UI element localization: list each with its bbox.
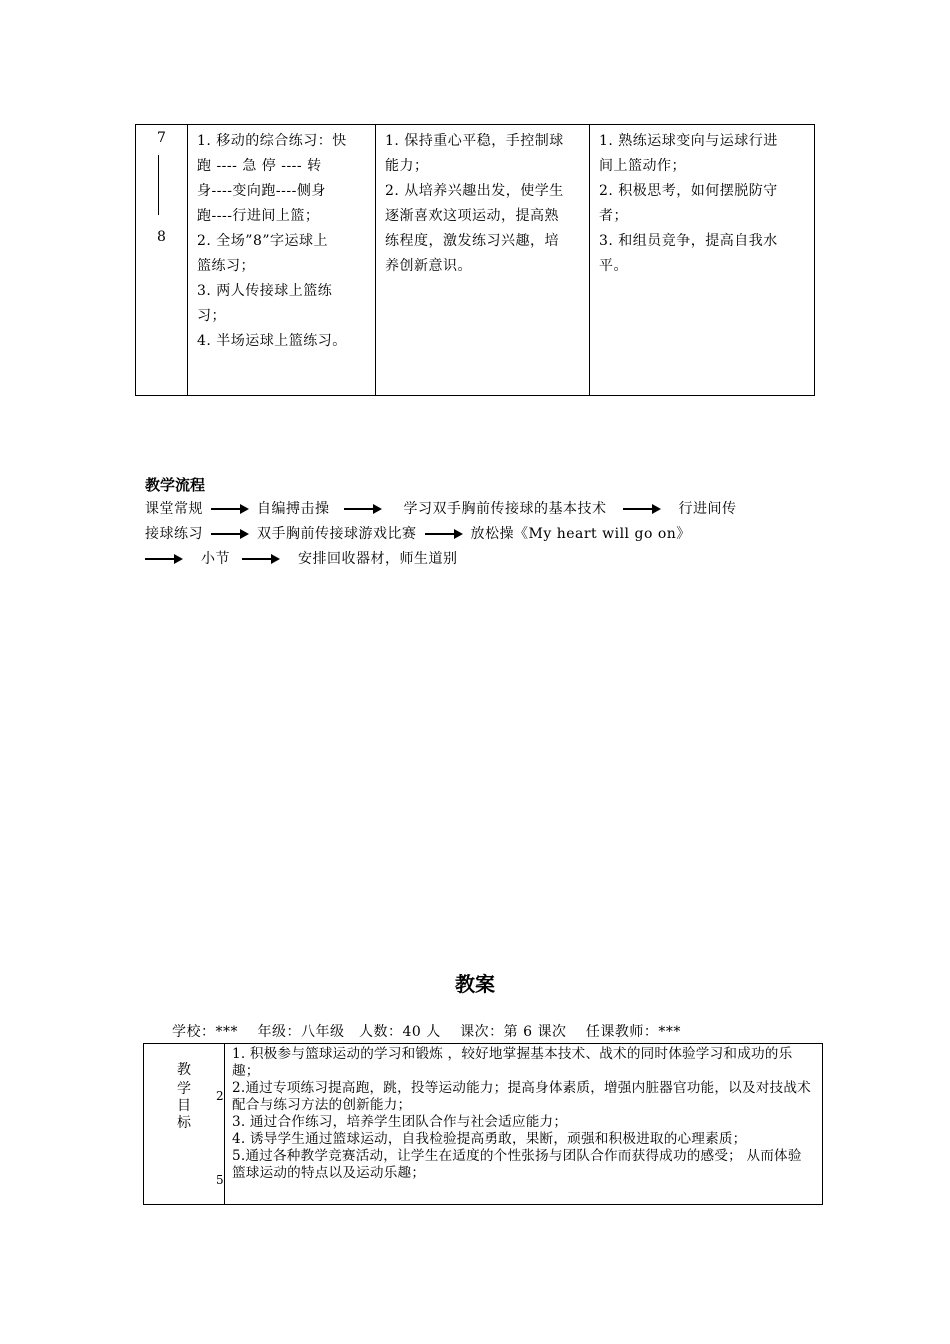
goal-line: 养创新意识。 (385, 258, 472, 274)
student-column (589, 125, 816, 395)
content-line: 身----变向跑----侧身 (197, 183, 326, 199)
top-lesson-table (135, 124, 815, 396)
flow-row-3 (145, 546, 458, 572)
flow-step: 行进间传 (678, 501, 737, 517)
number-column (136, 125, 187, 395)
content-line: 篮练习； (197, 258, 255, 274)
arrow-icon (211, 504, 249, 514)
goal-line: 2. 从培养兴趣出发，使学生 (385, 183, 564, 199)
objective-item: 1. 积极参与篮球运动的学习和锻炼 ，较好地掌握基本技术、战术的同时体验学习和成功的乐趣； (232, 1046, 793, 1079)
flow-step: 双手胸前传接球游戏比赛 (257, 526, 417, 542)
objective-item: 5.通过各种教学竞赛活动，让学生在适度的个性张扬与团队合作而获得成功的感受； 从而体验篮球运动的特点以及运动乐趣； (232, 1148, 802, 1181)
lesson-plan-title: 教案 (455, 972, 495, 996)
flow-row-1 (145, 496, 737, 522)
lesson-number-top: 7 (157, 130, 166, 146)
content-line: 4. 半场运球上篮练习。 (197, 333, 347, 349)
content-line: 1. 移动的综合练习：快 (197, 133, 347, 149)
flow-row-2 (145, 521, 691, 547)
arrow-icon (623, 504, 661, 514)
flow-title: 教学流程 (145, 476, 206, 494)
arrow-icon (211, 529, 249, 539)
flow-step: 接球练习 (145, 526, 203, 542)
content-line: 跑 ---- 急 停 ---- 转 (197, 158, 322, 174)
flow-step: 学习双手胸前传接球的基本技术 (403, 501, 607, 517)
label-char: 学 (177, 1081, 191, 1097)
flow-step: 小节 (201, 551, 230, 567)
content-line: 2. 全场”8”字运球上 (197, 233, 329, 249)
content-line: 跑----行进间上篮； (197, 208, 320, 224)
arrow-icon (344, 504, 382, 514)
goal-line: 练程度，激发练习兴趣，培 (385, 233, 559, 249)
flow-step: 自编搏击操 (257, 501, 330, 517)
student-line: 平。 (599, 258, 628, 274)
student-line: 者； (599, 208, 628, 224)
student-line: 3. 和组员竞争，提高自我水 (599, 233, 778, 249)
label-char: 目 (177, 1098, 191, 1114)
lesson-meta: 学校：*** 年级：八年级 人数：40 人 课次：第 6 课次 任课教师：*** (172, 1024, 681, 1040)
student-line: 1. 熟练运球变向与运球行进 (599, 133, 778, 149)
flow-step: 课堂常规 (145, 501, 203, 517)
margin-mark: 5 (216, 1173, 224, 1187)
arrow-icon (145, 554, 183, 564)
content-line: 3. 两人传接球上篮练 (197, 283, 333, 299)
objectives-body (224, 1044, 822, 1182)
lesson-number-bottom: 8 (157, 229, 166, 245)
student-line: 2. 积极思考，如何摆脱防守 (599, 183, 778, 199)
flow-step: 放松操《My heart will go on》 (470, 526, 691, 542)
flow-step: 安排回收器材，师生道别 (298, 551, 458, 567)
goal-line: 1. 保持重心平稳，手控制球 (385, 133, 564, 149)
student-line: 间上篮动作； (599, 158, 686, 174)
label-char: 教 (177, 1062, 191, 1078)
arrow-icon (242, 554, 280, 564)
objectives-table (143, 1043, 823, 1205)
objective-item: 3. 通过合作练习，培养学生团队合作与社会适应能力； (232, 1114, 568, 1130)
goals-column (375, 125, 589, 395)
objective-item: 4. 诱导学生通过篮球运动，自我检验提高勇敢，果断，顽强和积极进取的心理素质； (232, 1131, 747, 1147)
goal-line: 逐渐喜欢这项运动，提高熟 (385, 208, 559, 224)
goal-line: 能力； (385, 158, 429, 174)
range-line (158, 155, 159, 215)
label-char: 标 (177, 1115, 191, 1131)
margin-mark: 2 (216, 1089, 224, 1103)
content-column (187, 125, 375, 395)
content-line: 习； (197, 308, 226, 324)
objective-item: 2.通过专项练习提高跑，跳，投等运动能力；提高身体素质，增强内脏器官功能，以及对技战术配合与练习方法的创新能力； (232, 1080, 811, 1113)
objectives-label-cell (144, 1044, 225, 1204)
arrow-icon (425, 529, 463, 539)
